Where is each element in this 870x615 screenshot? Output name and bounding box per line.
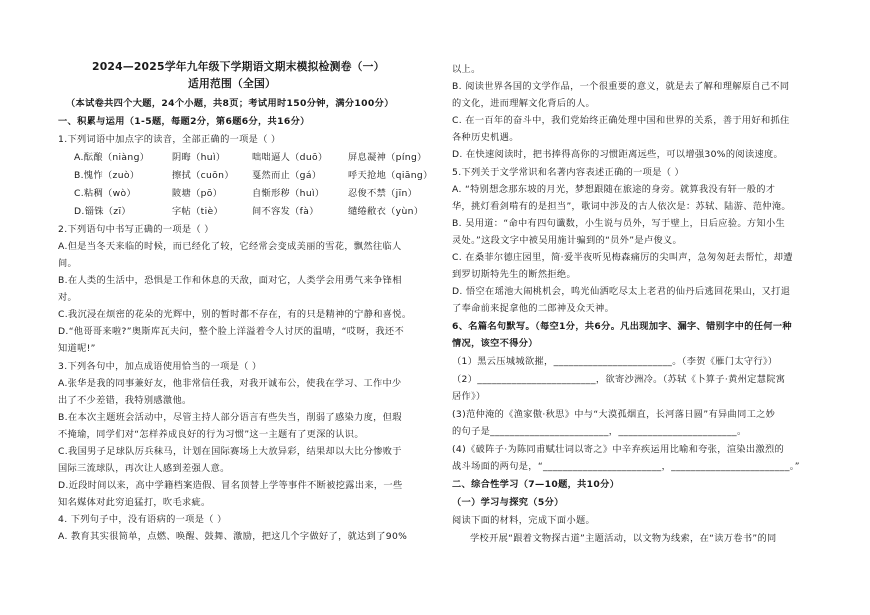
q3-option-a-line2: 出了不少差错，我特别感激他。: [58, 395, 192, 406]
q5-option-b-line2: 灵处。”这段文字中被吴用施计骗到的“员外”是卢俊义。: [452, 235, 683, 246]
q1-option-b: B.愧怍（zuò） 擦拭（cuōn） 戛然而止（gá） 呼天抢地（qiāng）: [74, 170, 433, 181]
q2-option-d-line2: 知道呢!”: [58, 343, 96, 354]
q5-option-a-line2: 华，挑灯看剑啃有的是担当”，歌词中涉及的古人依次是：苏轼、陆游、范仲淹。: [452, 201, 791, 212]
question-6-line1: 6、名篇名句默写。（每空1分，共6分。凡出现加字、漏字、错别字中的任何一种: [452, 321, 792, 332]
q1-option-c: C.粘稠（wò） 陂塘（pō） 自惭形秽（huì） 忍俊不禁（jīn）: [74, 188, 418, 199]
right-column: [452, 0, 837, 615]
q2-option-b-line2: 对。: [58, 292, 78, 303]
exam-title: 2024—2025学年九年级下学期语文期末模拟检测卷（一）: [92, 60, 385, 73]
q5-option-d-line1: D. 悟空在瑶池大闹桃机会，鸣光仙洒吃尽太上老君的仙丹后逃回花果山，又打退: [452, 286, 791, 297]
q3-option-b-line2: 不掩瑜，同学们对“怎样养成良好的行为习惯”这一主题有了更深的认识。: [58, 429, 364, 440]
q4-option-b-line2: 的文化，进而理解文化背后的人。: [452, 98, 596, 109]
q5-option-d-line2: 了奉命前来捉拿他的二郎神及众天神。: [452, 303, 615, 314]
exam-scope: 适用范围（全国）: [188, 77, 276, 90]
q4-option-a-continued: 以上。: [452, 64, 481, 75]
q6-item-4-line2: 战斗场面的两句是，“________________________，________________________。”: [452, 461, 800, 472]
exam-notice: （本试卷共四个大题，24个小题，共8页；考试用时150分钟，满分100分）: [66, 98, 394, 109]
subsection-1-heading: （一）学习与探究（5分）: [452, 497, 564, 508]
q2-option-c: C.我沉浸在烦密的花朵的光辉中，别的暂时都不存在，有的只是精神的宁静和喜悦。: [58, 309, 412, 320]
q3-option-d-line2: 知名媒体对此穷追猛打，吹毛求疵。: [58, 497, 211, 508]
question-3: 3.下列各句中，加点成语使用恰当的一项是（ ）: [58, 361, 262, 372]
question-4: 4. 下列句子中，没有语病的一项是（ ）: [58, 514, 227, 525]
q3-option-d-line1: D.近段时间以来，高中学籍档案造假、冒名顶替上学等事件不断被挖露出来，一些: [58, 480, 403, 491]
q5-option-c-line2: 到罗切斯特先生的断然拒绝。: [452, 269, 576, 280]
question-6-line2: 情况，该空不得分）: [452, 338, 538, 349]
question-5: 5.下列关于文学常识和名著内容表述正确的一项是（ ）: [452, 167, 685, 178]
q3-option-c-line2: 国际三流球队，再次让人感到差强人意。: [58, 463, 230, 474]
q2-option-a-line1: A.但是当冬天来临的时候，而已经化了较，它经常会变成美丽的雪花，飘然往临人: [58, 241, 402, 252]
q6-item-2-line1: （2）________________________，欲寄沙洲冷。（苏轼《卜算子·黄州定慧院寓: [452, 374, 786, 385]
q2-option-a-line2: 间。: [58, 258, 78, 269]
q5-option-b-line1: B. 吴用道：“命中有四句谶数，小生说与员外，写于壁上，日后应验。方知小生: [452, 218, 786, 229]
q5-option-a-line1: A. “特别想念那东坡的月光，梦想跟随在旅途的身旁。就算我没有轩一般的才: [452, 184, 776, 195]
q3-option-b-line1: B.在本次主题班会活动中，尽管主持人部分语言有些失当，削弱了感染力度，但瑕: [58, 412, 402, 423]
q3-option-a-line1: A.张华是我的同事兼好友，他非常信任我，对我开诚布公，使我在学习、工作中少: [58, 378, 402, 389]
left-column: [58, 0, 443, 615]
q6-item-1: （1）黑云压城城欲摧，________________________。（李贺《雁门太守行》）: [452, 356, 778, 367]
reading-instruction: 阅读下面的材料，完成下面小题。: [452, 515, 596, 526]
q4-option-c-line2: 各种历史机遇。: [452, 132, 519, 143]
q6-item-4-line1: (4)《破阵子·为陈同甫赋壮词以寄之》中辛弃疾运用比喻和夸张，渲染出激烈的: [452, 444, 785, 455]
reading-paragraph: 学校开展“跟着文物探古道”主题活动，以文物为线索，在“读万卷书”的同: [470, 533, 777, 544]
q6-item-3-line2: 的句子是________________________，________________________。: [452, 426, 747, 437]
q4-option-d: D. 在快速阅读时，把书捧得高你的习惯距离远些，可以增强30%的阅读速度。: [452, 149, 784, 160]
q2-option-d-line1: D.“他哥哥来啦?”奥斯库瓦夫问，整个脸上洋溢着令人讨厌的温晴，“哎呀，我还不: [58, 326, 404, 337]
q3-option-c-line1: C.我国男子足球队厉兵秣马，计划在国际赛场上大放异彩，结果却以大比分惨败于: [58, 446, 402, 457]
q2-option-b-line1: B.在人类的生活中，恐惧是工作和休息的天敌，面对它，人类学会用勇气来争锋相: [58, 275, 402, 286]
question-1: 1.下列词语中加点字的读音，全部正确的一项是（ ）: [58, 134, 281, 145]
question-2: 2.下列语句中书写正确的一项是（ ）: [58, 224, 214, 235]
q6-item-3-line1: (3)范仲淹的《渔家傲·秋思》中与“大漠孤烟直，长河落日圆”有异曲同工之妙: [452, 409, 776, 420]
q5-option-c-line1: C. 在桑菲尔德庄园里，简·爱半夜听见梅森痛厉的尖叫声，急匆匆赶去帮忙，却遭: [452, 252, 793, 263]
q4-option-c-line1: C. 在一百年的奋斗中，我们党始终正确处理中国和世界的关系，善于用好和抓住: [452, 115, 790, 126]
q6-item-2-line2: 居作》）: [452, 391, 486, 402]
q1-option-a: A.酝酿（niàng） 阴晦（huì） 咄咄逼人（duō） 屏息凝神（píng）: [74, 152, 427, 163]
q1-option-d: D.锱铢（zī） 字帖（tiè） 间不容发（fà） 缱绻敝衣（yùn）: [74, 206, 424, 217]
q4-option-a: A. 教育其实很简单，点燃、唤醒、鼓舞、激励，把这几个字做好了，就达到了90%: [58, 531, 408, 542]
q4-option-b-line1: B. 阅读世界各国的文学作品，一个很重要的意义，就是去了解和理解原自己不同: [452, 81, 790, 92]
section-1-heading: 一、积累与运用（1-5题，每题2分，第6题6分，共16分）: [58, 116, 310, 127]
section-2-heading: 二、综合性学习（7—10题，共10分）: [452, 479, 620, 490]
